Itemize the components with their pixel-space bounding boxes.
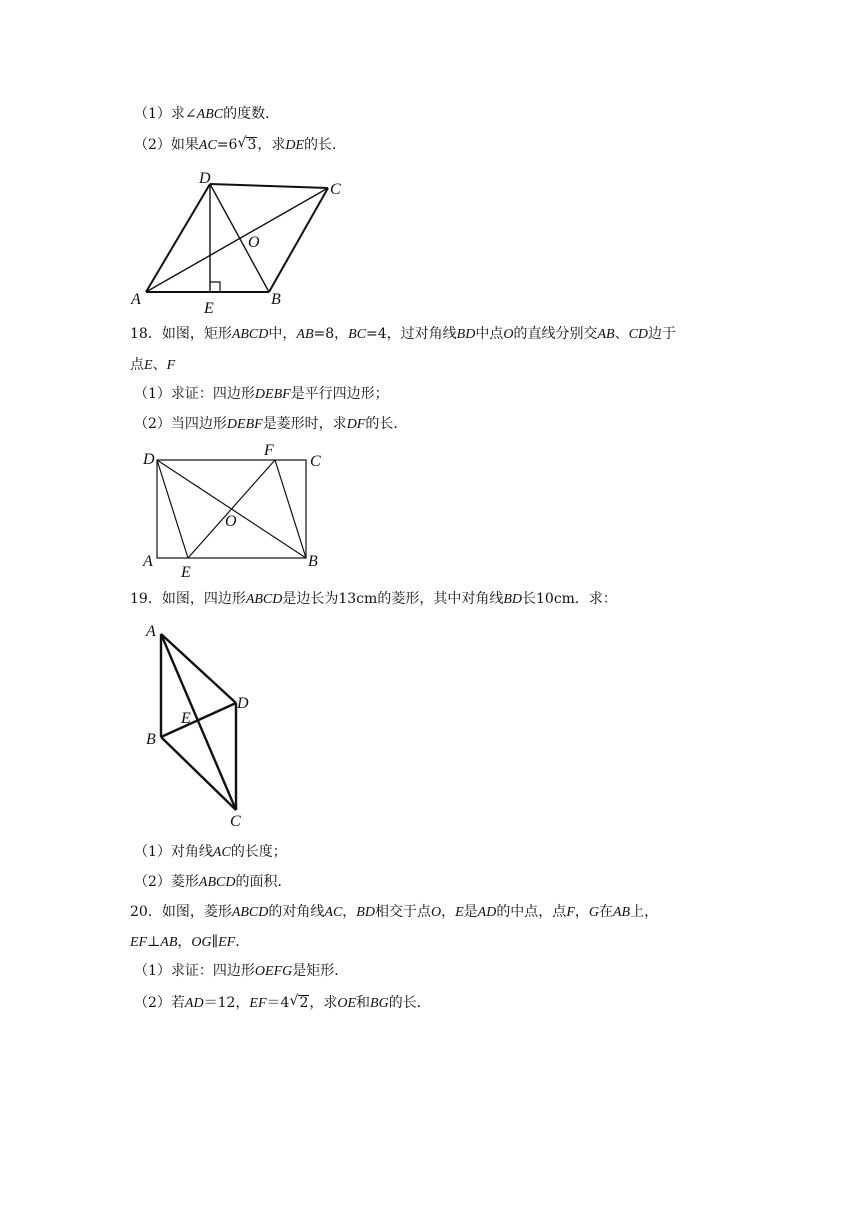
q18-part1: （1）求证：四边形DEBF是平行四边形； bbox=[134, 386, 389, 402]
q18-label-a: A bbox=[143, 553, 153, 570]
q19-label-e: E bbox=[181, 710, 191, 727]
q17-label-b: B bbox=[271, 291, 281, 308]
q18-label-d: D bbox=[143, 451, 155, 468]
q18-shape bbox=[157, 460, 306, 558]
q17-label-a: A bbox=[131, 291, 141, 308]
q17-shape bbox=[146, 184, 328, 292]
q18-label-f: F bbox=[264, 442, 274, 459]
q19-label-c: C bbox=[230, 813, 241, 830]
q17-label-o: O bbox=[248, 234, 260, 251]
q19-line1: 19．如图，四边形ABCD是边长为13cm的菱形，其中对角线BD长10cm．求： bbox=[130, 591, 617, 607]
sqrt-2: √ 2 bbox=[289, 993, 309, 1011]
sqrt-3: √ 3 bbox=[237, 135, 257, 153]
q20-line2: EF⊥AB，OG∥EF． bbox=[130, 934, 250, 950]
q19-part1: （1）对角线AC的长度； bbox=[134, 844, 287, 860]
q18-part2: （2）当四边形DEBF是菱形时，求DF的长． bbox=[134, 416, 408, 432]
q20-part2: （2）若AD＝12，EF＝4 √ 2，求OE和BG的长． bbox=[134, 993, 431, 1011]
q17-part1: （1）求∠ABC的度数． bbox=[134, 106, 280, 122]
q17-label-c: C bbox=[330, 181, 341, 198]
q19-part2: （2）菱形ABCD的面积． bbox=[134, 874, 292, 890]
q18-label-o: O bbox=[225, 513, 237, 530]
q19-label-b: B bbox=[146, 731, 156, 748]
q19-shape bbox=[161, 634, 236, 810]
q17-part2: （2）如果AC=6 √ 3，求DE的长． bbox=[134, 135, 347, 153]
q18-label-b: B bbox=[308, 553, 318, 570]
q19-label-d: D bbox=[237, 695, 249, 712]
q17-label-d: D bbox=[199, 170, 211, 187]
q20-part1: （1）求证：四边形OEFG是矩形． bbox=[134, 963, 349, 979]
q20-line1: 20．如图，菱形ABCD的对角线AC，BD相交于点O，E是AD的中点，点F，G在AB上， bbox=[130, 904, 659, 920]
q18-line2: 点E、F bbox=[130, 357, 176, 373]
q18-label-e: E bbox=[181, 564, 191, 581]
q18-label-c: C bbox=[310, 453, 321, 470]
q17-label-e: E bbox=[204, 300, 214, 317]
q18-line1: 18．如图，矩形ABCD中，AB=8，BC=4，过对角线BD中点O的直线分别交AB、CD边于 bbox=[130, 326, 677, 342]
q19-label-a: A bbox=[146, 623, 156, 640]
